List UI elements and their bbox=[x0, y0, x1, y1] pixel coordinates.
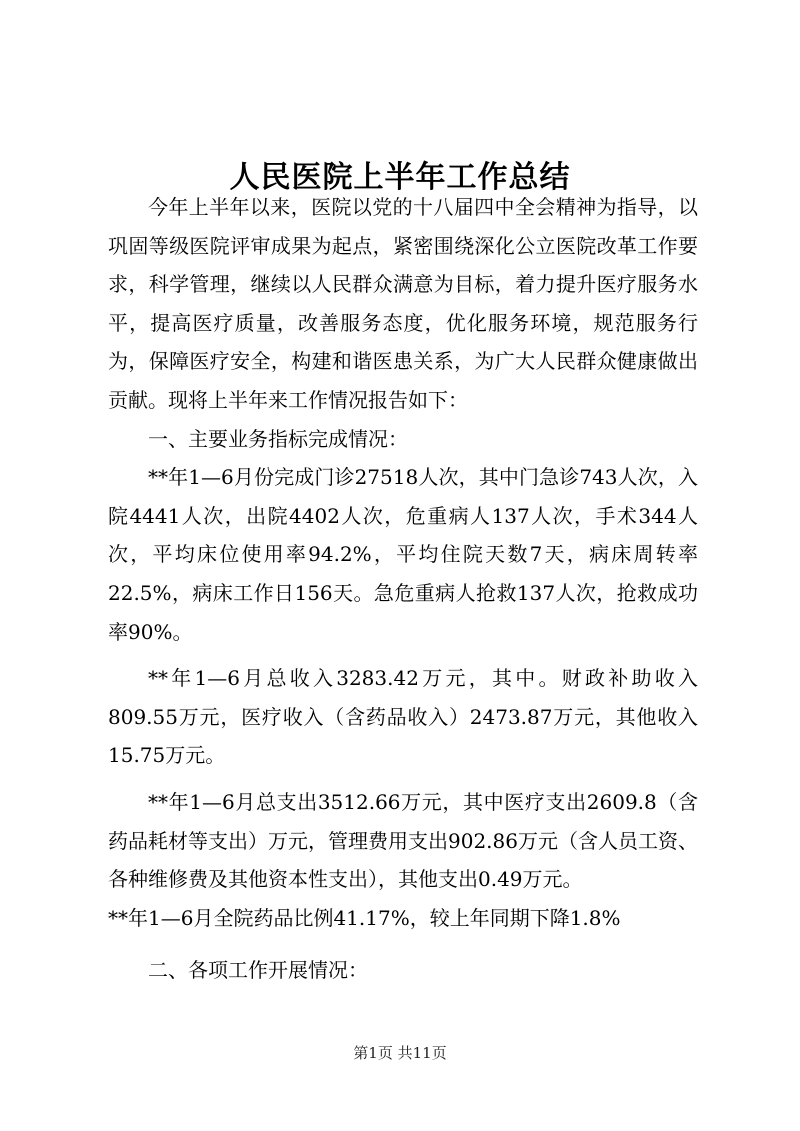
expenditure-paragraph: **年1—6月总支出3512.66万元，其中医疗支出2609.8（含药品耗材等支出）万元，管理费用支出902.86万元（含人员工资、各种维修费及其他资本性支出），其他支出0.49万元。 bbox=[108, 789, 698, 892]
document-title: 人民医院上半年工作总结 bbox=[229, 160, 571, 196]
section-heading-work: 二、各项工作开展情况： bbox=[148, 958, 368, 983]
drug-ratio-paragraph: **年1—6月全院药品比例41.17%，较上年同期下降1.8% bbox=[108, 905, 621, 930]
income-paragraph: **年1—6月总收入3283.42万元，其中。财政补助收入809.55万元，医疗收入（含药品收入）2473.87万元，其他收入15.75万元。 bbox=[108, 666, 698, 768]
document-body bbox=[108, 188, 698, 990]
outpatient-stats-paragraph: **年1—6月份完成门诊27518人次，其中门急诊743人次，入院4441人次，出院4402人次，危重病人137人次，手术344人次，平均床位使用率94.2%，平均住院天数7天，病床周转率22.5%，病床工作日156天。急危重病人抢救137人次，抢救成功率90%。 bbox=[108, 465, 698, 644]
section-heading-indicators: 一、主要业务指标完成情况： bbox=[148, 426, 408, 451]
page-footer: 第1页 共11页 bbox=[353, 1044, 447, 1062]
intro-paragraph: 今年上半年以来，医院以党的十八届四中全会精神为指导，以巩固等级医院评审成果为起点，紧密围绕深化公立医院改革工作要求，科学管理，继续以人民群众满意为目标，着力提升医疗服务水平，提高医疗质量，改善服务态度，优化服务环境，规范服务行为，保障医疗安全，构建和谐医患关系，为广大人民群众健康做出贡献。现将上半年来工作情况报告如下： bbox=[108, 195, 698, 412]
